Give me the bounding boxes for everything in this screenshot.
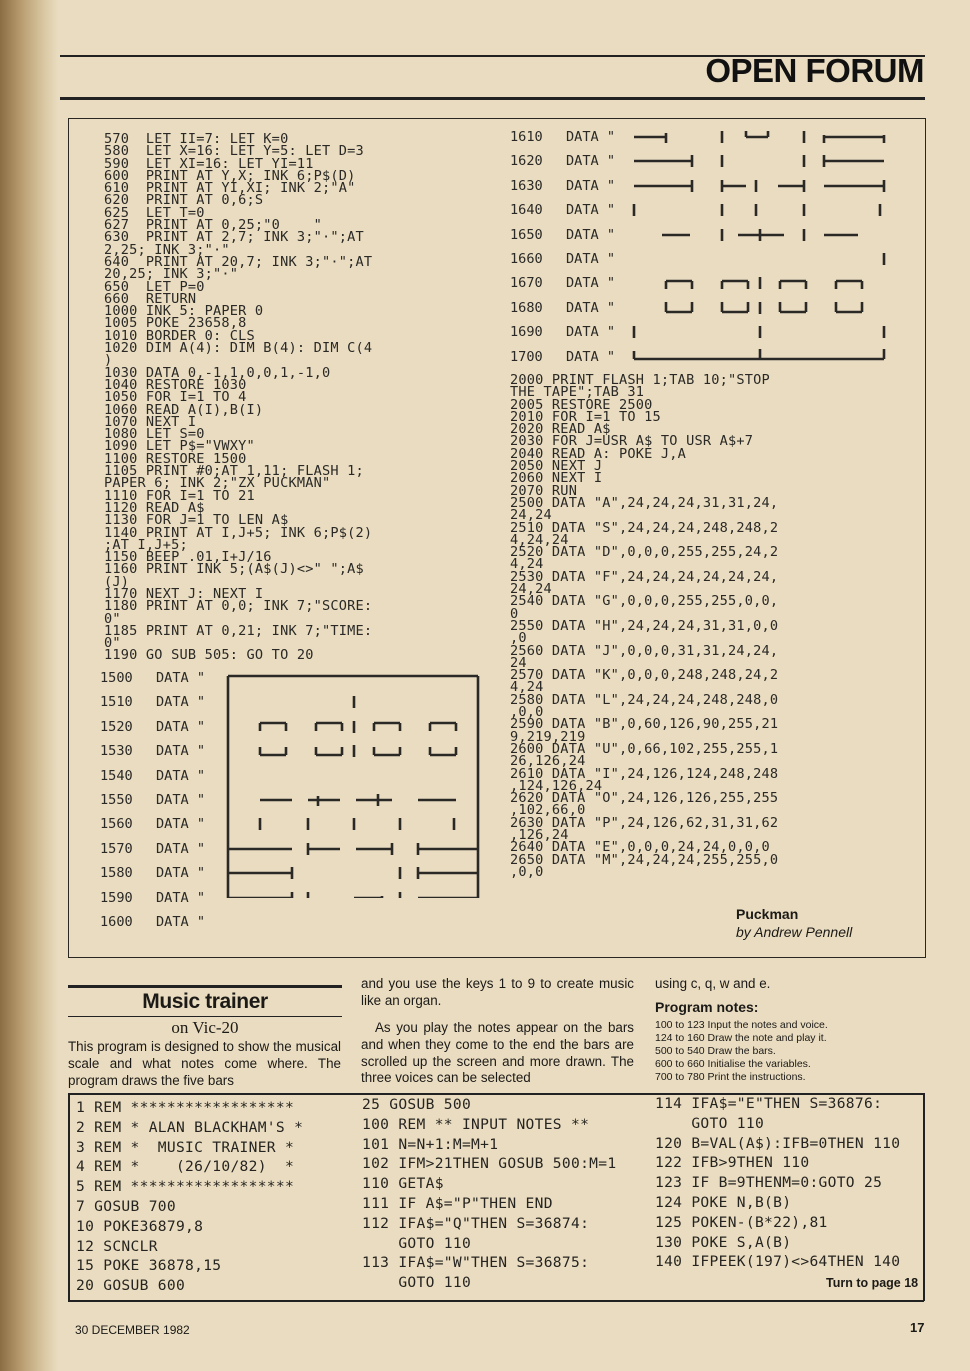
code-line: 2030 FOR J=USR A$ TO USR A$+7 bbox=[510, 433, 754, 450]
code-line: 2610 DATA "I",24,126,124,248,248 bbox=[510, 765, 779, 782]
code-line: 590 LET XI=16: LET YI=11 bbox=[104, 155, 314, 172]
code-line: 640 PRINT AT 20,7; INK 3;"·";AT bbox=[104, 253, 373, 270]
data-keyword: DATA " bbox=[156, 743, 206, 760]
data-keyword: DATA " bbox=[566, 251, 616, 267]
code-line: 1005 POKE 23658,8 bbox=[104, 315, 247, 332]
article-title: Music trainer bbox=[142, 990, 268, 1013]
data-keyword: DATA " bbox=[566, 202, 616, 219]
code-line: 1000 INK 5: PAPER 0 bbox=[104, 303, 264, 320]
code-line: GOTO 110 bbox=[655, 1114, 765, 1132]
code-line: 10 POKE36879,8 bbox=[76, 1217, 204, 1235]
code-line: 2530 DATA "F",24,24,24,24,24,24, bbox=[510, 568, 779, 585]
code-line: (J) bbox=[104, 573, 130, 590]
issue-date: 30 DECEMBER 1982 bbox=[75, 1323, 190, 1337]
puckman-listing-left bbox=[104, 133, 372, 662]
code-line: 1160 PRINT INK 5;(A$(J)<>" ";A$ bbox=[104, 561, 364, 578]
data-line bbox=[510, 298, 615, 318]
line-number: 1700 bbox=[510, 348, 543, 365]
note-line: 500 to 540 Draw the bars. bbox=[655, 1045, 776, 1057]
data-keyword: DATA " bbox=[156, 889, 206, 906]
code-line: 1090 LET P$="VWXY" bbox=[104, 438, 255, 455]
code-line: 120 B=VAL(A$):IFB=0THEN 110 bbox=[655, 1134, 901, 1152]
note-line: 124 to 160 Draw the note and play it. bbox=[655, 1032, 827, 1044]
data-keyword: DATA " bbox=[156, 865, 206, 882]
code-line: 101 N=N+1:M=M+1 bbox=[362, 1135, 499, 1153]
code-line: GOTO 110 bbox=[362, 1234, 472, 1252]
code-line: 2630 DATA "P",24,126,62,31,31,62 bbox=[510, 814, 779, 831]
code-line: 1 REM ****************** bbox=[76, 1099, 295, 1116]
line-number: 1580 bbox=[100, 865, 133, 882]
code-line: GOTO 110 bbox=[362, 1274, 472, 1292]
line-number: 1630 bbox=[510, 177, 543, 194]
data-line bbox=[510, 322, 615, 342]
maze-graphic-right bbox=[628, 127, 890, 363]
music-listing-col1 bbox=[76, 1098, 303, 1296]
code-line: ,124,126,24 bbox=[510, 777, 603, 794]
data-line bbox=[510, 273, 615, 293]
data-line bbox=[510, 249, 615, 269]
code-line: 1190 GO SUB 505: GO TO 20 bbox=[104, 647, 314, 664]
line-number: 1610 bbox=[510, 129, 543, 145]
line-number: 1540 bbox=[100, 767, 133, 784]
code-line: 4,24,24 bbox=[510, 531, 569, 548]
code-line: 2560 DATA "J",0,0,0,31,31,24,24, bbox=[510, 642, 779, 659]
music-listing-col3 bbox=[655, 1094, 900, 1272]
data-line bbox=[100, 888, 205, 908]
listing-box-right bbox=[923, 1093, 925, 1301]
data-keyword: DATA " bbox=[156, 718, 206, 735]
data-keyword: DATA " bbox=[566, 299, 616, 316]
code-line: 660 RETURN bbox=[104, 290, 197, 307]
code-line: 580 LET X=16: LET Y=5: LET D=3 bbox=[104, 143, 364, 160]
data-line bbox=[510, 200, 615, 220]
note-line: 600 to 660 Initialise the variables. bbox=[655, 1058, 811, 1070]
code-line: ,0 bbox=[510, 630, 527, 647]
code-line: ;AT I,J+5; bbox=[104, 536, 188, 553]
code-line: 20,25; INK 3;"·" bbox=[104, 266, 239, 283]
code-line: 2 REM * ALAN BLACKHAM'S * bbox=[76, 1118, 304, 1136]
code-line: 2600 DATA "U",0,66,102,255,255,1 bbox=[510, 740, 779, 757]
data-keyword: DATA " bbox=[156, 792, 206, 808]
line-number: 1530 bbox=[100, 743, 133, 760]
code-line: 1050 FOR I=1 TO 4 bbox=[104, 389, 247, 406]
data-keyword: DATA " bbox=[156, 914, 206, 930]
data-keyword: DATA " bbox=[156, 694, 206, 711]
data-line bbox=[100, 668, 205, 688]
article-rule-mid bbox=[68, 1016, 342, 1017]
data-line bbox=[100, 814, 205, 834]
code-line: 627 PRINT AT 0,25;"0 " bbox=[104, 217, 322, 234]
code-line: 12 SCNCLR bbox=[76, 1237, 158, 1255]
code-line: 1010 BORDER 0: CLS bbox=[104, 327, 255, 344]
code-line: 2550 DATA "H",24,24,24,31,31,0,0 bbox=[510, 617, 779, 634]
code-line: 1030 DATA 0,-1,1,0,0,1,-1,0 bbox=[104, 364, 331, 381]
line-number: 1600 bbox=[100, 914, 133, 930]
code-line: 9,219,219 bbox=[510, 728, 586, 745]
code-line: 111 IF A$="P"THEN END bbox=[362, 1194, 553, 1212]
header-rule-bottom bbox=[60, 97, 925, 100]
data-keyword: DATA " bbox=[156, 840, 206, 857]
binding-shadow bbox=[0, 0, 58, 1371]
code-line: 125 POKEN-(B*22),81 bbox=[655, 1213, 828, 1231]
code-line: 2000 PRINT FLASH 1;TAB 10;"STOP bbox=[510, 372, 770, 388]
code-line: 0 bbox=[510, 605, 519, 622]
code-line: 2540 DATA "G",0,0,0,255,255,0,0, bbox=[510, 593, 779, 610]
code-line: 2005 RESTORE 2500 bbox=[510, 396, 653, 413]
data-keyword: DATA " bbox=[566, 177, 616, 194]
code-line: 0" bbox=[104, 635, 121, 652]
code-line: 100 REM ** INPUT NOTES ** bbox=[362, 1115, 590, 1133]
code-line: 2570 DATA "K",0,0,0,248,248,24,2 bbox=[510, 667, 779, 684]
code-line: 620 PRINT AT 0,6;S bbox=[104, 192, 264, 209]
code-line: 140 IFPEEK(197)<>64THEN 140 bbox=[655, 1253, 901, 1271]
code-line: 2500 DATA "A",24,24,24,31,31,24, bbox=[510, 494, 779, 511]
code-line: 1110 FOR I=1 TO 21 bbox=[104, 487, 255, 504]
line-number: 1650 bbox=[510, 226, 543, 243]
data-keyword: DATA " bbox=[566, 226, 616, 243]
code-line: 650 LET P=0 bbox=[104, 278, 205, 295]
line-number: 1510 bbox=[100, 694, 133, 711]
program-author: by Andrew Pennell bbox=[736, 924, 853, 940]
data-line bbox=[510, 176, 615, 196]
code-line: PAPER 6; INK 2;"ZX PUCKMAN" bbox=[104, 475, 331, 492]
code-line: THE TAPE";TAB 31 bbox=[510, 384, 645, 401]
line-number: 1620 bbox=[510, 153, 543, 170]
data-line bbox=[100, 741, 205, 761]
data-line bbox=[100, 766, 205, 786]
code-line: 570 LET II=7: LET K=0 bbox=[104, 131, 289, 147]
code-line: 630 PRINT AT 2,7; INK 3;"·";AT bbox=[104, 229, 364, 246]
article-paragraph: using c, q, w and e. bbox=[655, 976, 771, 991]
code-line: 110 GETA$ bbox=[362, 1175, 444, 1193]
code-line: 1040 RESTORE 1030 bbox=[104, 376, 247, 393]
code-line: 122 IFB>9THEN 110 bbox=[655, 1154, 810, 1172]
code-line: 24 bbox=[510, 654, 527, 671]
code-line: 1150 BEEP .01,I+J/16 bbox=[104, 549, 272, 566]
code-line: 2010 FOR I=1 TO 15 bbox=[510, 408, 661, 425]
data-keyword: DATA " bbox=[156, 767, 206, 784]
code-line: 0" bbox=[104, 610, 121, 627]
line-number: 1690 bbox=[510, 324, 543, 341]
code-line: 2640 DATA "E",0,0,0,24,24,0,0,0 bbox=[510, 839, 770, 856]
code-line: 114 IFA$="E"THEN S=36876: bbox=[655, 1095, 883, 1112]
code-line: 600 PRINT AT Y,X; INK 6;P$(D) bbox=[104, 167, 356, 184]
code-line: 113 IFA$="W"THEN S=36875: bbox=[362, 1254, 590, 1272]
program-title: Puckman bbox=[736, 906, 799, 922]
code-line: 7 GOSUB 700 bbox=[76, 1197, 176, 1215]
data-line bbox=[100, 717, 205, 737]
data-line bbox=[100, 790, 205, 810]
code-line: 1105 PRINT #0;AT 1,11; FLASH 1; bbox=[104, 463, 364, 480]
data-line bbox=[100, 912, 205, 932]
article-subtitle: on Vic-20 bbox=[171, 1018, 239, 1037]
code-line: 4,24 bbox=[510, 679, 544, 696]
maze-graphic-left bbox=[222, 668, 484, 898]
page-number: 17 bbox=[910, 1320, 925, 1335]
line-number: 1670 bbox=[510, 275, 543, 292]
code-line: 24,24 bbox=[510, 507, 552, 524]
music-listing-col2 bbox=[362, 1095, 616, 1293]
data-line bbox=[100, 839, 205, 859]
data-line bbox=[510, 151, 615, 171]
code-line: 1100 RESTORE 1500 bbox=[104, 450, 247, 467]
program-notes-list bbox=[655, 1019, 828, 1084]
code-line: 2590 DATA "B",0,60,126,90,255,21 bbox=[510, 716, 779, 733]
code-line: 1130 FOR J=1 TO LEN A$ bbox=[104, 512, 289, 529]
code-line: 2580 DATA "L",24,24,24,248,248,0 bbox=[510, 691, 779, 708]
code-line: 2620 DATA "O",24,126,126,255,255 bbox=[510, 790, 779, 807]
code-line: 625 LET T=0 bbox=[104, 204, 205, 221]
code-line: ,0,0 bbox=[510, 863, 544, 880]
code-line: 1170 NEXT J: NEXT I bbox=[104, 585, 264, 602]
code-line: ) bbox=[104, 352, 113, 369]
code-line: 26,126,24 bbox=[510, 753, 586, 770]
code-line: 2060 NEXT I bbox=[510, 470, 603, 487]
code-line: 4 REM * (26/10/82) * bbox=[76, 1158, 295, 1176]
listing-box-bottom bbox=[68, 1300, 924, 1302]
code-line: 25 GOSUB 500 bbox=[362, 1096, 472, 1113]
code-line: 2510 DATA "S",24,24,24,248,248,2 bbox=[510, 519, 779, 536]
line-number: 1660 bbox=[510, 251, 543, 267]
code-line: 2020 READ A$ bbox=[510, 421, 611, 438]
line-number: 1640 bbox=[510, 202, 543, 219]
code-line: 1180 PRINT AT 0,0; INK 7;"SCORE: bbox=[104, 598, 373, 615]
data-keyword: DATA " bbox=[566, 275, 616, 292]
code-line: 3 REM * MUSIC TRAINER * bbox=[76, 1138, 295, 1156]
data-keyword: DATA " bbox=[566, 129, 616, 145]
data-keyword: DATA " bbox=[566, 348, 616, 365]
line-number: 1590 bbox=[100, 889, 133, 906]
code-line: 2650 DATA "M",24,24,24,255,255,0 bbox=[510, 851, 779, 868]
data-line bbox=[100, 863, 205, 883]
code-line: 15 POKE 36878,15 bbox=[76, 1257, 222, 1275]
code-line: 1070 NEXT I bbox=[104, 413, 197, 430]
data-keyword: DATA " bbox=[566, 153, 616, 170]
code-line: 24,24 bbox=[510, 581, 552, 598]
code-line: 2050 NEXT J bbox=[510, 458, 603, 475]
puckman-listing-right bbox=[510, 374, 778, 878]
code-line: 1140 PRINT AT I,J+5; INK 6;P$(2) bbox=[104, 524, 373, 541]
line-number: 1550 bbox=[100, 792, 133, 808]
listing-box-left bbox=[68, 1093, 70, 1301]
data-line bbox=[510, 347, 615, 367]
code-line: ,102,66,0 bbox=[510, 802, 586, 819]
code-line: 2070 RUN bbox=[510, 482, 578, 499]
code-line: 112 IFA$="Q"THEN S=36874: bbox=[362, 1214, 590, 1232]
data-keyword: DATA " bbox=[156, 670, 206, 686]
code-line: 2520 DATA "D",0,0,0,255,255,24,2 bbox=[510, 544, 779, 561]
code-line: 5 REM ****************** bbox=[76, 1178, 295, 1196]
line-number: 1520 bbox=[100, 718, 133, 735]
code-line: 2,25; INK 3;"·" bbox=[104, 241, 230, 258]
code-line: 102 IFM>21THEN GOSUB 500:M=1 bbox=[362, 1155, 617, 1173]
line-number: 1570 bbox=[100, 840, 133, 857]
section-title: OPEN FORUM bbox=[705, 52, 924, 89]
code-line: 123 IF B=9THENM=0:GOTO 25 bbox=[655, 1174, 883, 1192]
code-line: 2040 READ A: POKE J,A bbox=[510, 445, 687, 462]
article-paragraph: As you play the notes appear on the bars and when they come to the end the bars are scrolled up the screen and more drawn. The three voices can be selected bbox=[361, 1020, 634, 1086]
code-line: 1080 LET S=0 bbox=[104, 426, 205, 443]
code-line: 1020 DIM A(4): DIM B(4): DIM C(4 bbox=[104, 340, 373, 357]
program-notes-title: Program notes: bbox=[655, 999, 759, 1015]
continuation-note: Turn to page 18 bbox=[826, 1276, 919, 1290]
note-line: 100 to 123 Input the notes and voice. bbox=[655, 1019, 828, 1031]
code-line: ,0,0 bbox=[510, 704, 544, 721]
code-line: ,126,24 bbox=[510, 826, 569, 843]
data-line bbox=[510, 225, 615, 245]
note-line: 700 to 780 Print the instructions. bbox=[655, 1071, 806, 1083]
data-line bbox=[510, 127, 615, 147]
article-rule-top bbox=[68, 985, 342, 988]
code-line: 130 POKE S,A(B) bbox=[655, 1233, 792, 1251]
code-line: 124 POKE N,B(B) bbox=[655, 1193, 792, 1211]
article-intro: This program is designed to show the musical scale and what notes come where. The program draws the five bars bbox=[68, 1039, 341, 1088]
code-line: 1120 READ A$ bbox=[104, 499, 205, 516]
code-line: 610 PRINT AT YI,XI; INK 2;"A" bbox=[104, 180, 356, 197]
article-paragraph: and you use the keys 1 to 9 to create music like an organ. bbox=[361, 976, 634, 1008]
line-number: 1500 bbox=[100, 670, 133, 686]
line-number: 1560 bbox=[100, 816, 133, 833]
data-keyword: DATA " bbox=[156, 816, 206, 833]
line-number: 1680 bbox=[510, 299, 543, 316]
code-line: 1185 PRINT AT 0,21; INK 7;"TIME: bbox=[104, 622, 373, 639]
code-line: 1060 READ A(I),B(I) bbox=[104, 401, 264, 418]
code-line: 4,24 bbox=[510, 556, 544, 573]
data-line bbox=[100, 692, 205, 712]
data-keyword: DATA " bbox=[566, 324, 616, 341]
code-line: 20 GOSUB 600 bbox=[76, 1277, 186, 1295]
